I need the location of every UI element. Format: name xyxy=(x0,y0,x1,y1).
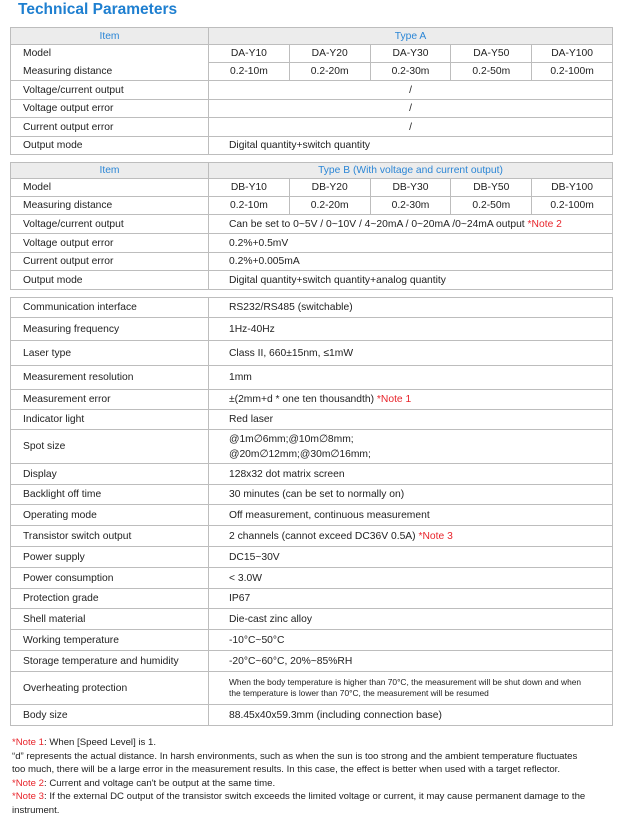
model-cell: DA-Y50 xyxy=(451,45,532,63)
spec-value xyxy=(209,568,613,589)
row-label: Voltage output error xyxy=(11,234,209,253)
row-label: Voltage output error xyxy=(11,100,209,118)
spec-label: Transistor switch output xyxy=(11,526,209,547)
spec-value-line: @20m∅12mm;@30m∅16mm; xyxy=(229,448,371,460)
row-label: Model xyxy=(11,45,209,63)
spec-label: Measurement error xyxy=(11,390,209,410)
page-title: Technical Parameters xyxy=(18,1,178,18)
row-label: Voltage/current output xyxy=(11,215,209,234)
spec-value xyxy=(209,298,613,318)
spec-value-text: 2 channels (cannot exceed DC36V 0.5A) xyxy=(229,530,419,542)
spec-value xyxy=(209,609,613,630)
distance-cell: 0.2-10m xyxy=(209,63,290,81)
spec-value xyxy=(209,547,613,568)
spec-value-text: IP67 xyxy=(229,593,251,604)
spec-label: Display xyxy=(11,464,209,485)
spec-label: Power supply xyxy=(11,547,209,568)
model-cell: DA-Y30 xyxy=(370,45,451,63)
spec-value xyxy=(209,410,613,430)
spec-value-text: ±(2mm+d * one ten thousandth) xyxy=(229,394,377,405)
spec-label: Power consumption xyxy=(11,568,209,589)
row-label: Model xyxy=(11,179,209,197)
spec-row xyxy=(11,672,613,705)
spec-row xyxy=(11,485,613,505)
spec-label: Body size xyxy=(11,705,209,726)
spec-row xyxy=(11,705,613,726)
note-tag: *Note 3 xyxy=(12,791,44,802)
distance-cell: 0.2-10m xyxy=(209,197,290,215)
specs-table xyxy=(10,297,613,726)
row-value: / xyxy=(209,81,613,100)
distance-cell: 0.2-30m xyxy=(370,63,451,81)
distance-cell: 0.2-20m xyxy=(289,197,370,215)
spec-label: Spot size xyxy=(11,430,209,464)
spec-value-text: DC15~30V xyxy=(229,551,280,563)
spec-row xyxy=(11,630,613,651)
spec-label: Operating mode xyxy=(11,505,209,526)
spec-value-text: RS232/RS485 (switchable) xyxy=(229,302,353,313)
spec-value-text: Off measurement, continuous measurement xyxy=(229,509,430,521)
distance-cell: 0.2-20m xyxy=(289,63,370,81)
spec-value-text: < 3.0W xyxy=(229,572,262,584)
spec-value-text: When the body temperature is higher than 70°C, the measurement will be shut down and when the temperature is lower than 70°C, the measurement will be resumed xyxy=(229,677,582,698)
spec-label: Protection grade xyxy=(11,589,209,609)
spec-value xyxy=(209,318,613,341)
model-cell: DB-Y20 xyxy=(289,179,370,197)
spec-row xyxy=(11,298,613,318)
note xyxy=(12,750,592,777)
spec-row xyxy=(11,390,613,410)
row-value: Digital quantity+switch quantity xyxy=(209,137,613,155)
model-cell: DB-Y50 xyxy=(451,179,532,197)
spec-label: Measurement resolution xyxy=(11,366,209,390)
spec-value-text: -10°C~50°C xyxy=(229,634,285,646)
model-cell: DA-Y20 xyxy=(289,45,370,63)
note-tag: *Note 1 xyxy=(12,737,44,748)
row-label: Current output error xyxy=(11,118,209,137)
spec-value-text: Red laser xyxy=(229,414,274,425)
distance-cell: 0.2-30m xyxy=(370,197,451,215)
spec-row xyxy=(11,505,613,526)
spec-row xyxy=(11,589,613,609)
spec-value-text: Die-cast zinc alloy xyxy=(229,613,312,625)
spec-label: Indicator light xyxy=(11,410,209,430)
row-label: Output mode xyxy=(11,137,209,155)
type-header: Type A xyxy=(209,28,613,45)
spec-value-text: 30 minutes (can be set to normally on) xyxy=(229,489,405,500)
spec-row xyxy=(11,366,613,390)
model-cell: DA-Y100 xyxy=(532,45,613,63)
spec-row xyxy=(11,651,613,672)
spec-row xyxy=(11,464,613,485)
spec-value xyxy=(209,651,613,672)
notes xyxy=(12,736,592,817)
note xyxy=(12,736,592,750)
spec-value xyxy=(209,366,613,390)
distance-cell: 0.2-100m xyxy=(532,197,613,215)
spec-value-text: 1Hz-40Hz xyxy=(229,323,275,335)
spec-value-text: 1mm xyxy=(229,372,252,383)
spec-value xyxy=(209,341,613,366)
row-label: Measuring distance xyxy=(11,197,209,215)
spec-value xyxy=(209,430,613,464)
spec-label: Shell material xyxy=(11,609,209,630)
spec-label: Measuring frequency xyxy=(11,318,209,341)
spec-value xyxy=(209,705,613,726)
spec-row xyxy=(11,318,613,341)
spec-value-text: -20°C~60°C, 20%~85%RH xyxy=(229,655,353,667)
spec-label: Overheating protection xyxy=(11,672,209,705)
row-value: Digital quantity+switch quantity+analog quantity xyxy=(209,271,613,290)
row-label: Voltage/current output xyxy=(11,81,209,100)
distance-cell: 0.2-50m xyxy=(451,63,532,81)
spec-row xyxy=(11,410,613,430)
type-b-table xyxy=(10,162,613,290)
spec-value xyxy=(209,630,613,651)
spec-value xyxy=(209,505,613,526)
note-text: : When [Speed Level] is 1. xyxy=(44,737,156,748)
spec-value xyxy=(209,672,613,705)
note-text: : If the external DC output of the transistor switch exceeds the limited voltage or current, it may cause permanent damage to the instrument. xyxy=(12,791,586,816)
spec-value-line: @1m∅6mm;@10m∅8mm; xyxy=(229,433,354,445)
spec-value xyxy=(209,485,613,505)
item-header: Item xyxy=(11,163,209,179)
spec-row xyxy=(11,609,613,630)
type-header: Type B (With voltage and current output) xyxy=(209,163,613,179)
spec-value xyxy=(209,390,613,410)
spec-label: Backlight off time xyxy=(11,485,209,505)
row-label: Measuring distance xyxy=(11,63,209,81)
row-label: Current output error xyxy=(11,253,209,271)
spec-label: Laser type xyxy=(11,341,209,366)
note-text: : Current and voltage can't be output at the same time. xyxy=(44,777,276,789)
spec-value xyxy=(209,464,613,485)
item-header: Item xyxy=(11,28,209,45)
spec-row xyxy=(11,568,613,589)
model-cell: DA-Y10 xyxy=(209,45,290,63)
row-value: / xyxy=(209,100,613,118)
spec-row xyxy=(11,547,613,568)
note-ref: *Note 3 xyxy=(418,530,453,542)
note-ref: *Note 1 xyxy=(376,394,412,405)
distance-cell: 0.2-100m xyxy=(532,63,613,81)
note-ref: *Note 2 xyxy=(527,218,562,230)
model-cell: DB-Y100 xyxy=(532,179,613,197)
note-text: “d” represents the actual distance. In harsh environments, such as when the sun is too strong and the ambient temperature fluctuates too much, there will be a large error in the measurement results. In this case, the effect is better when used with a target reflector. xyxy=(12,750,578,775)
model-cell: DB-Y10 xyxy=(209,179,290,197)
note-tag: *Note 2 xyxy=(12,777,44,789)
spec-row xyxy=(11,341,613,366)
row-value: 0.2%+0.5mV xyxy=(209,234,613,253)
row-value: 0.2%+0.005mA xyxy=(209,253,613,271)
spec-label: Communication interface xyxy=(11,298,209,318)
note xyxy=(12,777,592,791)
spec-row xyxy=(11,430,613,464)
vc-value: Can be set to 0~5V / 0~10V / 4~20mA / 0~20mA /0~24mA output xyxy=(229,218,528,230)
distance-cell: 0.2-50m xyxy=(451,197,532,215)
spec-value xyxy=(209,589,613,609)
spec-value-text: Class II, 660±15nm, ≤1mW xyxy=(229,347,354,359)
row-value xyxy=(209,215,613,234)
spec-value-text: 88.45x40x59.3mm (including connection base) xyxy=(229,709,442,721)
spec-row xyxy=(11,526,613,547)
type-a-table xyxy=(10,27,613,155)
spec-label: Storage temperature and humidity xyxy=(11,651,209,672)
model-cell: DB-Y30 xyxy=(370,179,451,197)
row-label: Output mode xyxy=(11,271,209,290)
spec-value xyxy=(209,526,613,547)
spec-value-text: 128x32 dot matrix screen xyxy=(229,468,345,480)
row-value: / xyxy=(209,118,613,137)
note xyxy=(12,790,592,817)
spec-label: Working temperature xyxy=(11,630,209,651)
